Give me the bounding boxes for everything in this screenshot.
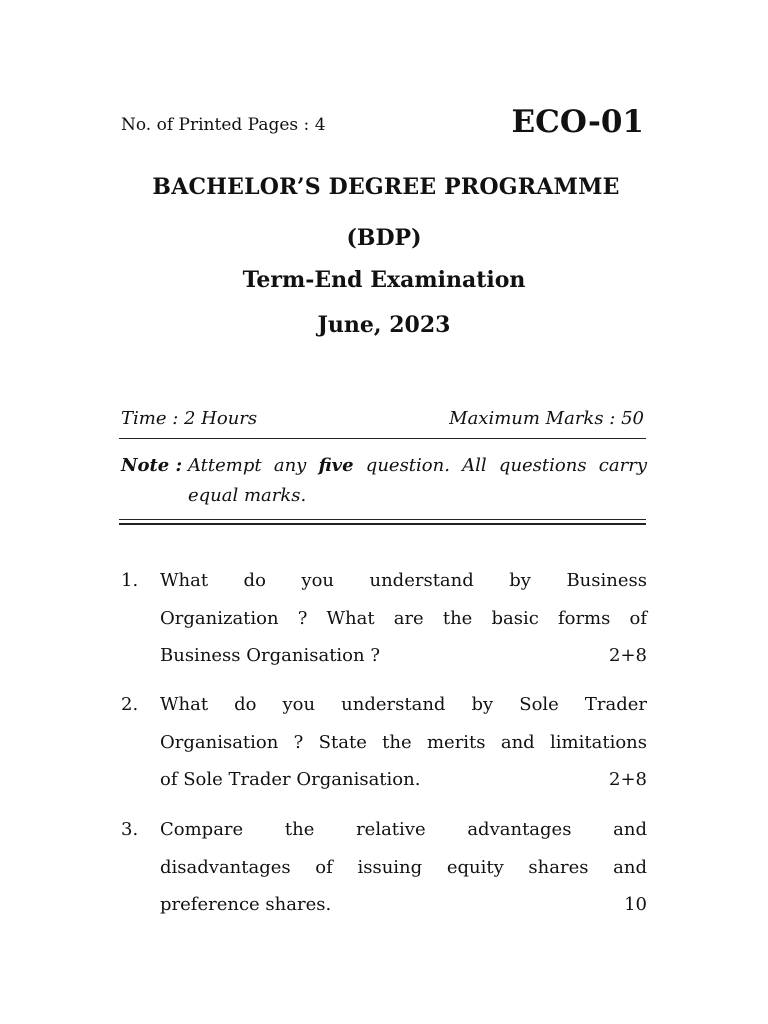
- question-text-line: disadvantages of issuing equity shares and: [160, 856, 647, 878]
- question-3: [121, 811, 647, 924]
- note-text-end: question. All questions carry equal marks.: [188, 455, 647, 506]
- note-double-divider: [119, 519, 646, 525]
- time-allowed: Time : 2 Hours: [121, 408, 258, 429]
- question-last-line: [160, 637, 647, 675]
- examination-title: Term-End Examination: [242, 267, 526, 293]
- question-text-line: What do you understand by Sole Trader: [160, 694, 647, 715]
- programme-abbreviation: (BDP): [346, 225, 422, 251]
- question-1: [121, 562, 647, 675]
- question-last-line: [160, 886, 647, 924]
- note-emphasis: five: [318, 455, 354, 476]
- question-text-line: What do you understand by Business: [160, 570, 647, 591]
- question-2: [121, 686, 647, 799]
- question-number: 2.: [121, 694, 139, 715]
- question-text-line: Organisation ? State the merits and limitations: [160, 731, 647, 753]
- question-text-line: preference shares.: [160, 894, 332, 915]
- question-text-line: of Sole Trader Organisation.: [160, 769, 421, 790]
- printed-pages-count: No. of Printed Pages : 4: [121, 115, 326, 135]
- question-number: 3.: [121, 819, 139, 840]
- question-text-line: Organization ? What are the basic forms of: [160, 607, 647, 629]
- maximum-marks: Maximum Marks : 50: [449, 408, 644, 429]
- header-divider: [119, 438, 646, 439]
- question-text-line: Compare the relative advantages and: [160, 819, 647, 840]
- question-marks: 10: [624, 894, 647, 915]
- exam-session: June, 2023: [317, 312, 451, 338]
- question-marks: 2+8: [609, 645, 647, 666]
- question-number: 1.: [121, 570, 139, 591]
- programme-title: BACHELOR’S DEGREE PROGRAMME: [152, 174, 620, 200]
- question-last-line: [160, 761, 647, 799]
- paper-code: ECO-01: [511, 104, 644, 140]
- instructions-note: [121, 451, 647, 506]
- question-marks: 2+8: [609, 769, 647, 790]
- note-text: [188, 451, 647, 511]
- note-label: Note :: [121, 455, 183, 476]
- note-text-start: Attempt any: [188, 455, 319, 476]
- question-text-line: Business Organisation ?: [160, 645, 380, 666]
